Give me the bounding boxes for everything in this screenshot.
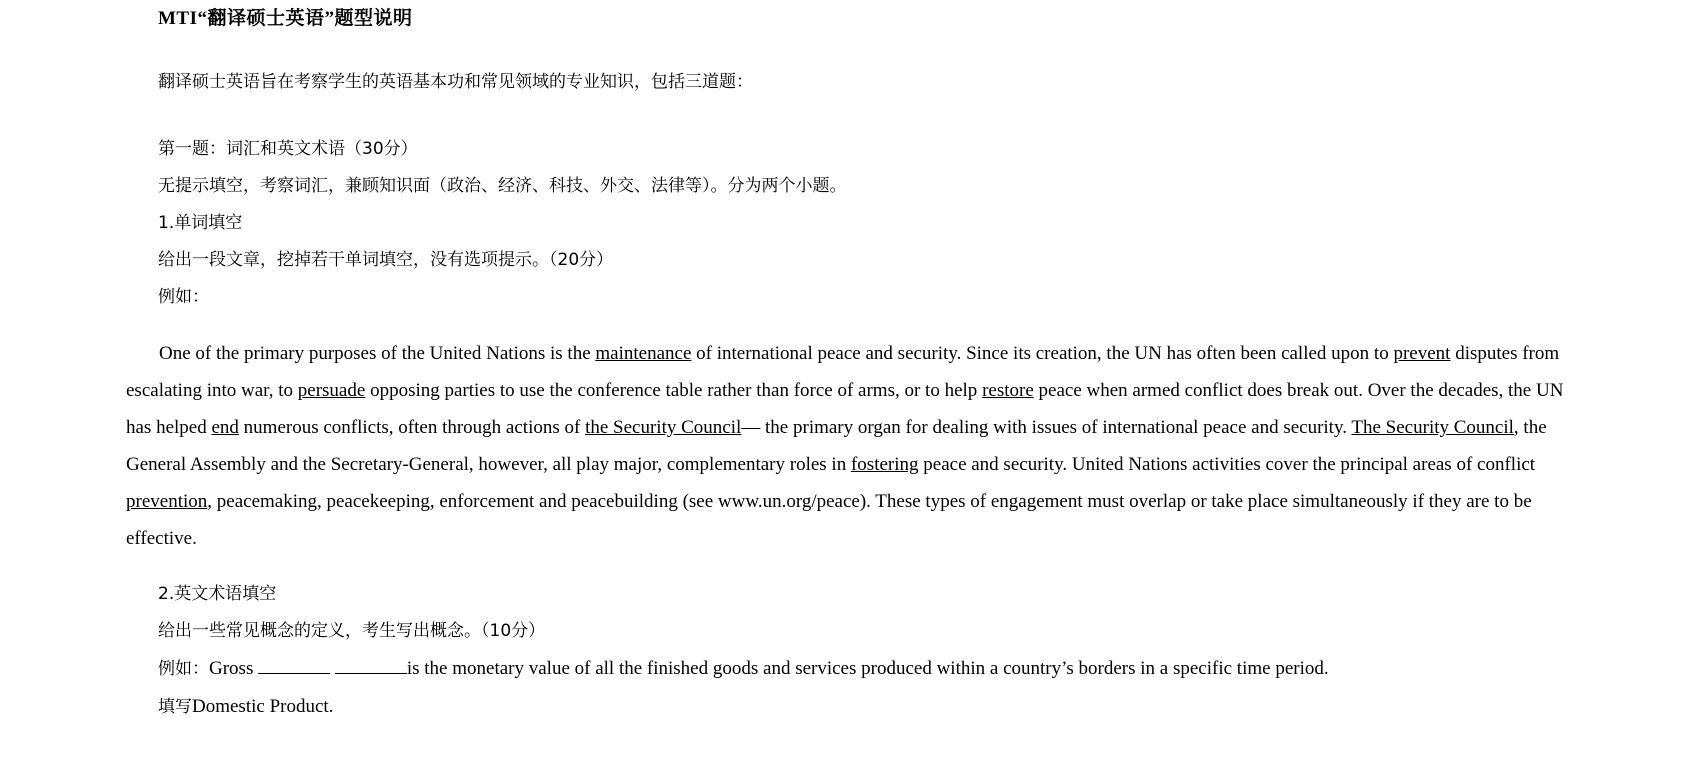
passage-blank-answer-9: prevention (126, 491, 208, 512)
passage-blank-answer-7: The Security Council (1351, 417, 1514, 438)
answer-text: Domestic Product. (192, 696, 334, 717)
intro-paragraph: 翻译硕士英语旨在考察学生的英语基本功和常见领域的专业知识，包括三道题： (158, 72, 753, 92)
subsection2-description: 给出一些常见概念的定义，考生写出概念。（10分） (158, 621, 546, 641)
subsection1-description: 给出一段文章，挖掉若干单词填空，没有选项提示。（20分） (158, 250, 614, 270)
passage-text-9: peace and security. United Nations activities cover the principal areas of conflict (918, 454, 1536, 475)
passage-blank-answer-1: maintenance (595, 343, 692, 364)
example-passage (0, 335, 1690, 557)
passage-blank-answer-8: fostering (850, 454, 919, 475)
passage-text-4: opposing parties to use the conference table rather than force of arms, or to help (365, 380, 983, 401)
subsection2-label: 2.英文术语填空 (158, 584, 277, 604)
blank-gap (330, 658, 335, 679)
passage-blank-answer-2: prevent (1393, 343, 1451, 364)
passage-text-7: — the primary organ for dealing with issues of international peace and security. (741, 417, 1352, 438)
passage-blank-answer-3: persuade (297, 380, 366, 401)
subsection2-example-before: Gross (209, 658, 259, 679)
passage-blank-answer-6: the Security Council (585, 417, 742, 438)
section1-heading: 第一题：词汇和英文术语（30分） (158, 139, 418, 159)
passage-text-5: peace when armed conflict does break out. Over the decades, the UN has helped (126, 380, 1564, 438)
subsection2-answer (0, 688, 1690, 726)
passage-blank-answer-4: restore (982, 380, 1034, 401)
passage-text-2: of international peace and security. Since its creation, the UN has often been called upon to (691, 343, 1394, 364)
passage-text-8: , the General Assembly and the Secretary-General, however, all play major, complementary roles in (126, 417, 1547, 475)
title-spacer (0, 34, 1690, 64)
page-title: MTI“翻译硕士英语”题型说明 (158, 8, 413, 29)
document-page (0, 4, 1690, 760)
passage-text-10: , peacemaking, peacekeeping, enforcement and peacebuilding (see www.un.org/peace). These types of engagement must overlap or take place simultaneously if they are to be effective. (126, 491, 1532, 549)
section1-description: 无提示填空，考察词汇，兼顾知识面（政治、经济、科技、外交、法律等）。分为两个小题。 (158, 176, 847, 196)
intro-spacer (0, 101, 1690, 131)
passage-text-6: numerous conflicts, often through actions of (238, 417, 586, 438)
fill-blank-2 (335, 673, 407, 674)
fill-blank-1 (258, 673, 330, 674)
passage-text-3: disputes from escalating into war, to (126, 343, 1560, 401)
subsection1-example-label: 例如： (158, 287, 209, 307)
passage-text-1: One of the primary purposes of the United Nations is the (159, 343, 596, 364)
subsection2-example-prefix: 例如： (158, 659, 209, 679)
subsection2-example-after: is the monetary value of all the finished goods and services produced within a country’s borders in a specific time period. (406, 658, 1329, 679)
answer-prefix: 填写 (158, 697, 192, 717)
subsection2-example (0, 650, 1690, 688)
passage-blank-answer-5: end (211, 417, 239, 438)
subsection1-label: 1.单词填空 (158, 213, 243, 233)
